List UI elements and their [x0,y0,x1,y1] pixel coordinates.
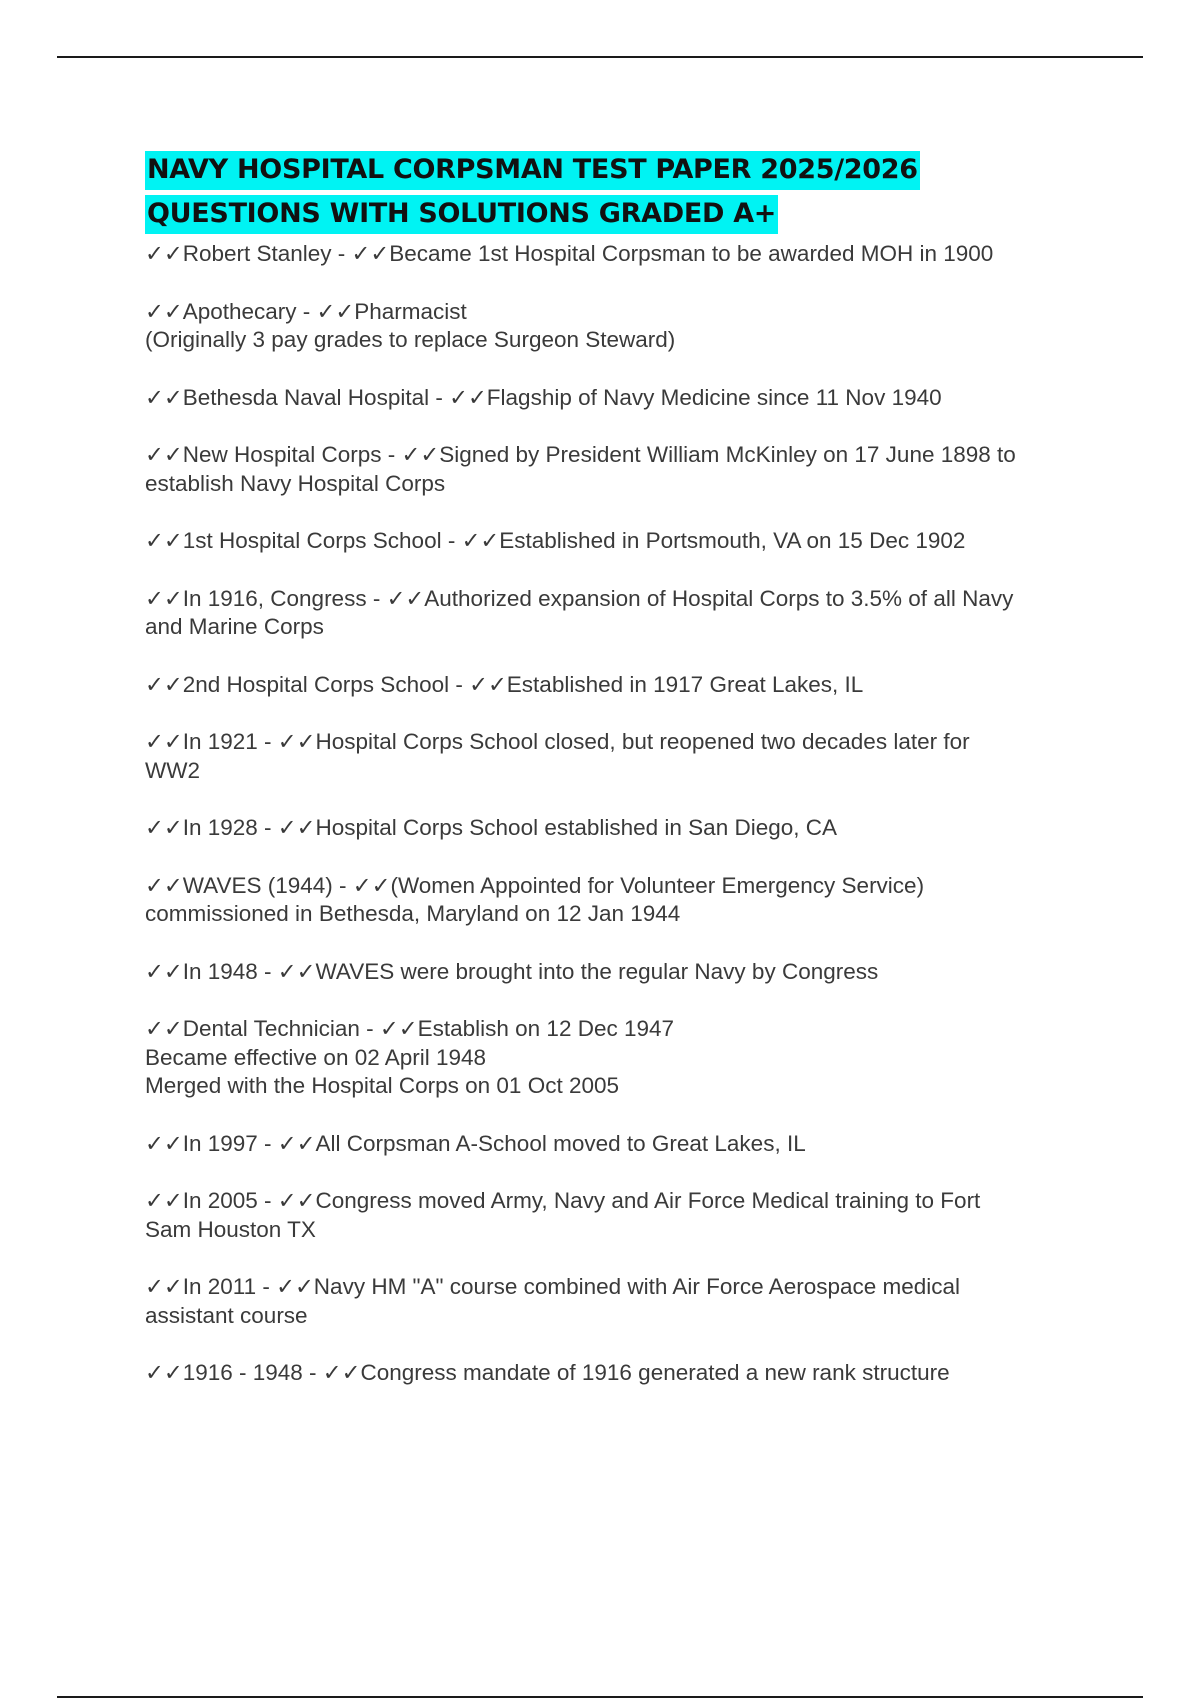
qa-text: ✓✓Bethesda Naval Hospital - ✓✓Flagship of Navy Medicine since 11 Nov 1940 [145,384,942,410]
qa-item-1928 [145,814,1085,843]
qa-item-1997 [145,1130,1085,1159]
qa-text: WW2 [145,757,200,783]
qa-item-waves-1944 [145,872,1085,929]
qa-text: ✓✓2nd Hospital Corps School - ✓✓Established in 1917 Great Lakes, IL [145,671,864,697]
qa-text: Sam Houston TX [145,1216,316,1242]
qa-item-bethesda [145,384,1085,413]
qa-item-1916-1948 [145,1359,1085,1388]
qa-item-2005 [145,1187,1085,1244]
title-line-1: NAVY HOSPITAL CORPSMAN TEST PAPER 2025/2026 [145,151,920,190]
qa-item-1921 [145,728,1085,785]
top-rule [57,56,1143,58]
qa-text: Merged with the Hospital Corps on 01 Oct 2005 [145,1073,620,1098]
qa-text: ✓✓Apothecary - ✓✓Pharmacist [145,298,467,324]
qa-item-1916-congress [145,585,1085,642]
qa-item-robert-stanley [145,240,1085,269]
qa-item-1st-school [145,527,1085,556]
qa-item-2011 [145,1273,1085,1330]
qa-text: ✓✓In 1928 - ✓✓Hospital Corps School established in San Diego, CA [145,815,838,840]
qa-text: establish Navy Hospital Corps [145,470,446,496]
qa-text: ✓✓New Hospital Corps - ✓✓Signed by President William McKinley on 17 June 1898 to [145,442,1016,467]
qa-text: ✓✓Dental Technician - ✓✓Establish on 12 Dec 1947 [145,1016,675,1041]
qa-text: assistant course [145,1302,308,1328]
document-body [145,148,1085,1417]
qa-text: commissioned in Bethesda, Maryland on 12 Jan 1944 [145,901,681,926]
qa-text: ✓✓In 1916, Congress - ✓✓Authorized expansion of Hospital Corps to 3.5% of all Navy [145,585,1014,611]
qa-text: ✓✓1916 - 1948 - ✓✓Congress mandate of 1916 generated a new rank structure [145,1360,950,1385]
qa-text: ✓✓In 1948 - ✓✓WAVES were brought into the regular Navy by Congress [145,958,879,984]
qa-text: ✓✓In 2011 - ✓✓Navy HM "A" course combined with Air Force Aerospace medical [145,1274,961,1299]
qa-text: ✓✓In 2005 - ✓✓Congress moved Army, Navy and Air Force Medical training to Fort [145,1188,981,1213]
qa-item-2nd-school [145,671,1085,700]
qa-item-apothecary [145,298,1085,355]
qa-item-new-hospital-corps [145,441,1085,498]
qa-text: (Originally 3 pay grades to replace Surgeon Steward) [145,327,676,352]
qa-item-dental-technician [145,1015,1085,1101]
qa-text: and Marine Corps [145,614,324,639]
qa-text: ✓✓1st Hospital Corps School - ✓✓Established in Portsmouth, VA on 15 Dec 1902 [145,528,966,553]
qa-text: ✓✓Robert Stanley - ✓✓Became 1st Hospital Corpsman to be awarded MOH in 1900 [145,241,994,266]
qa-text: ✓✓In 1921 - ✓✓Hospital Corps School closed, but reopened two decades later for [145,729,970,754]
bottom-rule [57,1696,1143,1698]
qa-item-1948 [145,958,1085,987]
title-line-2: QUESTIONS WITH SOLUTIONS GRADED A+ [145,195,778,234]
qa-text: ✓✓WAVES (1944) - ✓✓(Women Appointed for Volunteer Emergency Service) [145,872,925,898]
qa-text: Became effective on 02 April 1948 [145,1044,487,1070]
qa-text: ✓✓In 1997 - ✓✓All Corpsman A-School moved to Great Lakes, IL [145,1130,806,1156]
document-title [145,148,1085,236]
